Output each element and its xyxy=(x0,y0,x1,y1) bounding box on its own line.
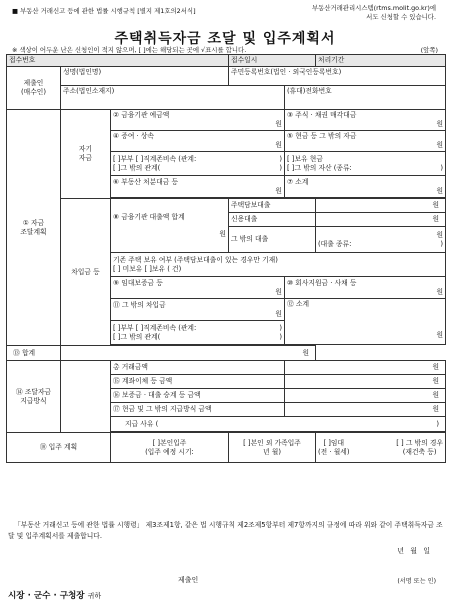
lease-deposit-label: ⑨ 임대보증금 등 xyxy=(113,278,163,287)
own-funds-label xyxy=(61,110,111,199)
online-notice-line2: 서도 신청할 수 있습니다. xyxy=(366,13,436,21)
gift-relation-close2: ) xyxy=(279,163,282,172)
gift-relation-option1: [ ]부부 [ ]직계존비속 (관계: xyxy=(113,154,197,163)
cash-type-option1: [ ]보유 현금 xyxy=(287,154,323,163)
stock-sale-cell[interactable] xyxy=(285,110,446,131)
move-in-self-line2: (입주 예정 시기: xyxy=(145,447,194,456)
own-subtotal-won: 원 xyxy=(436,186,444,195)
stock-sale-label: ③ 주식 · 채권 매각대금 xyxy=(287,111,357,119)
gift-relation-close1: ) xyxy=(279,154,282,163)
bank-deposit-cell[interactable] xyxy=(111,110,285,131)
move-in-other-line1: [ ] 그 밖의 경우 xyxy=(396,438,444,447)
cash-other-cell[interactable] xyxy=(285,131,446,152)
bank-deposit-won: 원 xyxy=(275,120,282,128)
signature-field[interactable]: (서명 또는 인) xyxy=(397,578,436,585)
payment-reason-row xyxy=(113,420,443,429)
borrow-subtotal-label: ⑫ 소계 xyxy=(287,300,310,308)
payment-section-label-line2: 지급방식 xyxy=(20,396,47,405)
mortgage-loan-label: 주택담보대출 xyxy=(229,199,316,213)
submitter-label-line1: 제출인 xyxy=(23,79,44,87)
addressee-name: 시장 · 군수 · 구청장 xyxy=(8,591,85,601)
move-in-label: ⑱ 입주 계획 xyxy=(7,433,111,463)
submission-date[interactable]: 년 월 일 xyxy=(397,547,432,555)
move-in-family-line1: [ ]본인 외 가족입주 xyxy=(243,438,301,447)
deposit-loan-assumption-label: ⑯ 보증금 · 대출 승계 등 금액 xyxy=(111,389,285,403)
property-sale-label: ⑥ 부동산 처분대금 등 xyxy=(113,177,179,186)
total-transaction-won[interactable]: 원 xyxy=(285,361,446,375)
addressee xyxy=(8,589,101,601)
submitter-phone-field[interactable]: (휴대)전화번호 xyxy=(285,86,446,110)
move-in-family-option[interactable] xyxy=(229,433,316,463)
grand-total-label: ⑬ 합계 xyxy=(7,346,61,361)
form-title: 주택취득자금 조달 및 입주계획서 xyxy=(114,31,336,47)
move-in-rent-line1: [ ]임대 xyxy=(323,438,345,447)
submitter-id-field[interactable]: 주민등록번호(법인 · 외국인등록번호) xyxy=(229,67,446,86)
move-in-self-line1: [ ]본인입주 xyxy=(152,438,187,447)
cash-payment-label: ⑰ 현금 및 그 밖의 지급방식 금액 xyxy=(111,403,285,417)
cash-type-close: ) xyxy=(440,163,444,172)
bank-deposit-label: ② 금융기관 예금액 xyxy=(113,111,170,119)
gift-inheritance-won: 원 xyxy=(275,141,282,149)
borrow-subtotal-cell[interactable] xyxy=(285,299,446,345)
mortgage-loan-won[interactable]: 원 xyxy=(316,199,446,213)
own-subtotal-cell[interactable] xyxy=(285,176,446,198)
borrowings-label: 차입금 등 xyxy=(61,199,111,346)
submission-statement: 「부동산 거래신고 등에 관한 법률 시행령」 제3조제1항, 같은 법 시행규칙 제2조제5항부터 제7항까지의 규정에 따라 위와 같이 주택취득자금 조달 및 입주계획서를 제출합니다. xyxy=(8,521,443,540)
bank-loan-total-label: ⑧ 금융기관 대출액 합계 xyxy=(113,212,185,221)
cash-type-cell[interactable] xyxy=(285,152,446,176)
existing-housing-label: 기존 주택 보유 여부 (주택담보대출이 있는 경우만 기재) xyxy=(113,255,278,264)
move-in-rent-line2: (전 · 월세) xyxy=(318,447,350,456)
other-loan-cell[interactable] xyxy=(316,227,446,253)
bank-loan-total-cell[interactable] xyxy=(111,199,229,253)
funding-section-label-line1: ① 자금 xyxy=(22,218,45,227)
loan-type-label: (대출 종류: xyxy=(318,239,352,248)
payment-reason-close: ) xyxy=(436,419,440,428)
gift-relation-row2 xyxy=(113,164,282,173)
gift-relation-cell[interactable] xyxy=(111,152,285,176)
cash-other-won: 원 xyxy=(436,141,444,149)
property-sale-won: 원 xyxy=(275,186,282,195)
own-funds-label-line1: 자기 xyxy=(78,145,93,153)
borrow-relation-option2: [ ]그 밖의 관계( xyxy=(113,332,161,341)
gift-inheritance-cell[interactable] xyxy=(111,131,285,152)
bank-loan-total-won: 원 xyxy=(219,229,226,238)
submitter-address-field[interactable]: 주소(법인소재지) xyxy=(61,86,285,110)
receipt-datetime-field: 접수일시 xyxy=(229,55,316,67)
submitter-name-field[interactable]: 성명(법인명) xyxy=(61,67,229,86)
own-subtotal-label: ⑦ 소계 xyxy=(287,177,309,186)
other-loan-label: 그 밖의 대출 xyxy=(229,227,316,253)
borrow-relation-option1: [ ]부부 [ ]직계존비속 (관계: xyxy=(113,323,197,332)
move-in-rent-other-cell[interactable] xyxy=(316,433,446,463)
payment-section-label xyxy=(7,361,61,433)
total-transaction-label: 총 거래금액 xyxy=(111,361,285,375)
gift-inheritance-label: ④ 증여 · 상속 xyxy=(113,132,154,140)
payment-reason-cell[interactable] xyxy=(111,417,446,432)
existing-housing-cell[interactable] xyxy=(111,253,446,277)
move-in-other-line2: (재건축 등) xyxy=(402,447,437,456)
borrow-relation-close2: ) xyxy=(279,332,282,341)
online-notice-line1: 부동산거래관리시스템(rtms.molit.go.kr)에 xyxy=(311,4,436,12)
lease-deposit-won: 원 xyxy=(275,287,282,296)
page-side-label: (앞쪽) xyxy=(420,46,438,54)
payment-reason-label: 지급 사유 ( xyxy=(125,419,159,428)
gift-relation-option2: [ ]그 밖의 관계( xyxy=(113,163,161,172)
borrow-relation-row2 xyxy=(113,333,282,342)
deposit-loan-assumption-won[interactable]: 원 xyxy=(285,389,446,403)
payment-section-label-line1: ⑭ 조달자금 xyxy=(15,387,52,396)
stock-sale-won: 원 xyxy=(436,120,444,128)
submitter-signature-label: 제출인 xyxy=(178,576,199,584)
cash-payment-won[interactable]: 원 xyxy=(285,403,446,417)
other-borrowing-cell[interactable] xyxy=(111,299,285,321)
grand-total-won[interactable]: 원 xyxy=(61,346,316,361)
online-notice xyxy=(312,4,436,22)
cash-type-row2 xyxy=(287,164,443,173)
receipt-number-field: 접수번호 xyxy=(7,55,229,67)
company-support-won: 원 xyxy=(436,287,444,296)
cash-other-label: ⑤ 현금 등 그 밖의 자금 xyxy=(287,132,357,140)
form-note: ※ 색상이 어두운 난은 신청인이 적지 않으며, [ ]에는 해당되는 곳에 √표시를 합니다. xyxy=(12,46,247,54)
cash-type-option2: [ ]그 밖의 자산 (종류: xyxy=(287,163,352,172)
company-support-cell[interactable] xyxy=(285,277,446,299)
move-in-family-line2: 년 월) xyxy=(263,447,281,456)
gift-relation-row1 xyxy=(113,155,282,164)
addressee-suffix: 귀하 xyxy=(87,592,102,600)
credit-loan-label: 신용대출 xyxy=(229,213,316,227)
other-borrowing-won: 원 xyxy=(275,309,282,318)
account-transfer-label: ⑮ 계좌이체 등 금액 xyxy=(111,375,285,389)
company-support-label: ⑩ 회사지원금 · 사채 등 xyxy=(287,278,357,287)
own-funds-label-line2: 자금 xyxy=(78,154,93,162)
other-borrowing-label: ⑪ 그 밖의 차입금 xyxy=(113,300,166,309)
lease-deposit-cell[interactable] xyxy=(111,277,285,299)
regulation-reference: ■ 부동산 거래신고 등에 관한 법률 시행규칙 [별지 제1호의2서식] xyxy=(12,7,196,15)
account-transfer-won[interactable]: 원 xyxy=(285,375,446,389)
move-in-rent-option[interactable] xyxy=(318,439,349,457)
funding-plan-form xyxy=(6,54,446,463)
submitter-label xyxy=(7,67,61,110)
loan-type-row xyxy=(318,240,443,249)
borrow-relation-close1: ) xyxy=(279,323,282,332)
existing-housing-options: [ ] 미보유 [ ]보유 ( 건) xyxy=(113,264,182,273)
other-loan-won: 원 xyxy=(436,230,444,239)
borrow-relation-row1 xyxy=(113,324,282,333)
funding-section-label-line2: 조달계획 xyxy=(20,227,47,236)
submitter-label-line2: (매수인) xyxy=(20,88,46,96)
borrow-subtotal-won: 원 xyxy=(436,331,444,339)
move-in-self-option[interactable] xyxy=(111,433,229,463)
credit-loan-won[interactable]: 원 xyxy=(316,213,446,227)
funding-section-label xyxy=(7,110,61,346)
move-in-rent-other-row xyxy=(318,439,443,457)
processing-period-field: 처리기간 xyxy=(316,55,446,67)
borrow-relation-cell[interactable] xyxy=(111,321,285,345)
move-in-other-option[interactable] xyxy=(396,439,443,457)
loan-type-close: ) xyxy=(440,239,444,248)
property-sale-cell[interactable] xyxy=(111,176,285,198)
